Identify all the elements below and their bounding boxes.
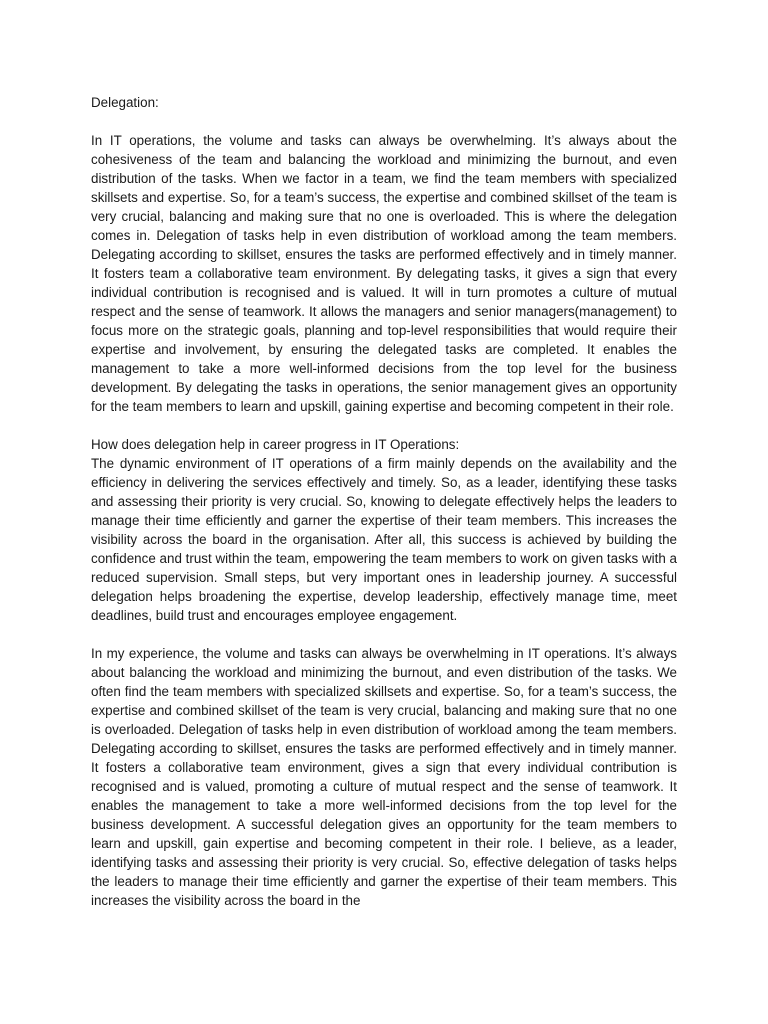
paragraph-spacer [91,625,677,644]
section-heading-career: How does delegation help in career progress in IT Operations: [91,437,460,452]
paragraph-spacer [91,112,677,131]
paragraph-career: The dynamic environment of IT operations of a firm mainly depends on the availability and the efficiency in delivering the services effectively and timely. So, as a leader, identifying these tasks and assessing their priority is very crucial. So, knowing to delegate effectively helps the leaders to manage their time efficiently and garner the expertise of their team members. This increases the visibility across the board in the organisation. After all, this success is achieved by building the confidence and trust within the team, empowering the team members to work on given tasks with a reduced supervision. Small steps, but very important ones in leadership journey. A successful delegation helps broadening the expertise, develop leadership, effectively manage time, meet deadlines, build trust and encourages employee engagement. [91,456,677,623]
paragraph-intro: In IT operations, the volume and tasks can always be overwhelming. It’s always about the cohesiveness of the team and balancing the workload and minimizing the burnout, and even distribution of the tasks. When we factor in a team, we find the team members with specialized skillsets and expertise. So, for a team’s success, the expertise and combined skillset of the team is very crucial, balancing and making sure that no one is overloaded. This is where the delegation comes in. Delegation of tasks help in even distribution of workload among the team members. Delegating according to skillset, ensures the tasks are performed effectively and in timely manner. It fosters team a collaborative team environment. By delegating tasks, it gives a sign that every individual contribution is recognised and is valued. It will in turn promotes a culture of mutual respect and the sense of teamwork. It allows the managers and senior managers(management) to focus more on the strategic goals, planning and top-level responsibilities that would require their expertise and involvement, by ensuring the delegated tasks are completed. It enables the management to take a more well-informed decisions from the top level for the business development. By delegating the tasks in operations, the senior management gives an opportunity for the team members to learn and upskill, gaining expertise and becoming competent in their role. [91,133,677,414]
document-body [91,93,677,910]
document-title: Delegation: [91,95,159,110]
paragraph-spacer [91,416,677,435]
paragraph-experience: In my experience, the volume and tasks can always be overwhelming in IT operations. It’s always about balancing the workload and minimizing the burnout, and even distribution of the tasks. We often find the team members with specialized skillsets and expertise. So, for a team’s success, the expertise and combined skillset of the team is very crucial, balancing and making sure that no one is overloaded. Delegation of tasks help in even distribution of workload among the team members. Delegating according to skillset, ensures the tasks are performed effectively and in timely manner. It fosters a collaborative team environment, gives a sign that every individual contribution is recognised and is valued, promoting a culture of mutual respect and the sense of teamwork. It enables the management to take a more well-informed decisions from the top level for the business development. A successful delegation gives an opportunity for the team members to learn and upskill, gain expertise and becoming competent in their role. I believe, as a leader, identifying tasks and assessing their priority is very crucial. So, effective delegation of tasks helps the leaders to manage their time efficiently and garner the expertise of their team members. This increases the visibility across the board in the [91,646,677,908]
